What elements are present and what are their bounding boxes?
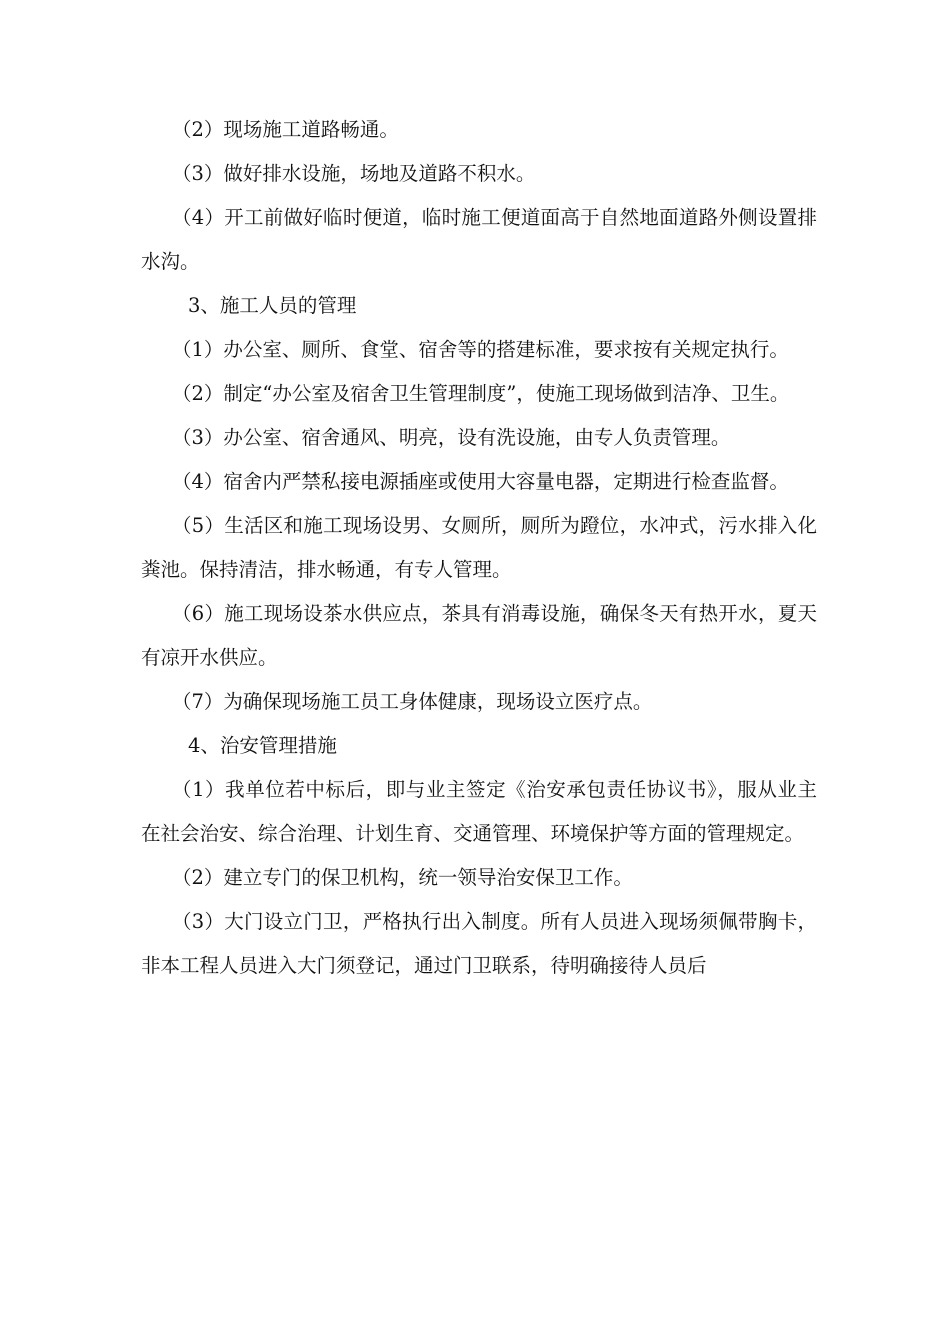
section-heading-personnel: 3、施工人员的管理 [188,294,357,317]
paragraph-drainage: （3）做好排水设施，场地及道路不积水。 [172,162,536,185]
paragraph-temporary-road: （4）开工前做好临时便道，临时施工便道面高于自然地面道路外侧设置排水沟。 [141,206,817,273]
section-heading-security: 4、治安管理措施 [188,734,337,757]
paragraph-facility-standards: （1）办公室、厕所、食堂、宿舍等的搭建标准，要求按有关规定执行。 [172,338,789,361]
paragraph-security-agreement: （1）我单位若中标后，即与业主签定《治安承包责任协议书》，服从业主在社会治安、综合治理、计划生育、交通管理、环境保护等方面的管理规定。 [141,778,817,845]
paragraph-road-smooth: （2）现场施工道路畅通。 [172,118,399,141]
paragraph-gate-control: （3）大门设立门卫，严格执行出入制度。所有人员进入现场须佩带胸卡，非本工程人员进入大门须登记，通过门卫联系，待明确接待人员后 [141,910,817,977]
paragraph-security-office: （2）建立专门的保卫机构，统一领导治安保卫工作。 [172,866,633,889]
document-body [141,108,817,988]
paragraph-tea-supply: （6）施工现场设茶水供应点，茶具有消毒设施，确保冬天有热开水，夏天有凉开水供应。 [141,602,817,669]
paragraph-toilets: （5）生活区和施工现场设男、女厕所，厕所为蹬位，水冲式，污水排入化粪池。保持清洁，排水畅通，有专人管理。 [141,514,817,581]
paragraph-medical-point: （7）为确保现场施工员工身体健康，现场设立医疗点。 [172,690,653,713]
paragraph-electrical-safety: （4）宿舍内严禁私接电源插座或使用大容量电器，定期进行检查监督。 [172,470,789,493]
paragraph-ventilation: （3）办公室、宿舍通风、明亮，设有洗设施，由专人负责管理。 [172,426,731,449]
paragraph-hygiene-rules: （2）制定“办公室及宿舍卫生管理制度”，使施工现场做到洁净、卫生。 [172,382,790,405]
